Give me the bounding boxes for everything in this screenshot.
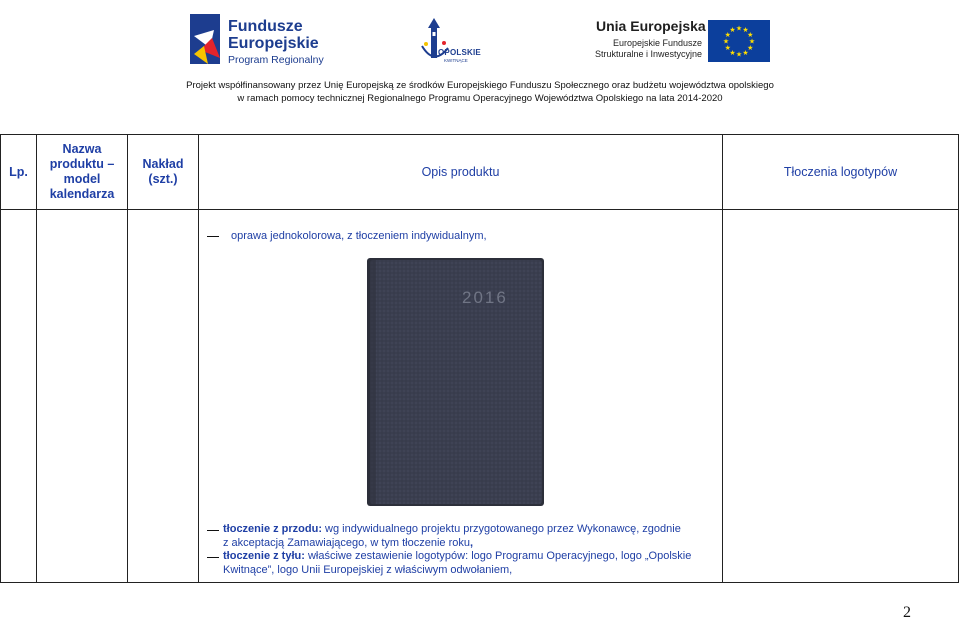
fe-logo-line2: Europejskie bbox=[228, 35, 319, 52]
header-quantity: Nakład (szt.) bbox=[128, 135, 199, 210]
eu-star-icon: ★ bbox=[729, 49, 736, 57]
dash-bullet-icon bbox=[207, 557, 219, 558]
cell-product-name bbox=[37, 210, 128, 583]
bullet-front-embossing bbox=[207, 523, 717, 537]
front-embossing-cont-text: z akceptacją Zamawiającego, w tym tłoczenie roku bbox=[223, 536, 470, 549]
project-cofinancing-note: Projekt współfinansowany przez Unię Europejską ze środków Europejskiego Funduszu Społecznego oraz budżetu województwa opolskiego bbox=[186, 80, 774, 91]
cell-description bbox=[199, 210, 723, 583]
fe-logo-line3: Program Regionalny bbox=[228, 54, 324, 66]
eu-flag-icon bbox=[708, 20, 770, 62]
fe-logo-line1: Fundusze bbox=[228, 18, 303, 35]
back-embossing-continuation: Kwitnące”, logo Unii Europejskiej z właściwym odwołaniem, bbox=[223, 563, 513, 576]
project-program-note: w ramach pomocy technicznej Regionalnego Programu Operacyjnego Województwa Opolskiego na lata 2014-2020 bbox=[237, 93, 723, 104]
cell-quantity bbox=[128, 210, 199, 583]
ue-logo-line2: Europejskie Fundusze bbox=[612, 38, 702, 48]
ue-logo-line1: Unia Europejska bbox=[596, 18, 706, 34]
eu-star-icon: ★ bbox=[748, 38, 756, 46]
opolskie-logo-line1: OPOLSKIE bbox=[438, 48, 481, 57]
product-spec-table bbox=[0, 134, 959, 583]
header-product-name: Nazwa produktu – model kalendarza bbox=[37, 135, 128, 210]
eu-star-icon: ★ bbox=[735, 51, 743, 59]
front-embossing-continuation bbox=[207, 537, 717, 551]
dash-bullet-icon bbox=[207, 236, 219, 237]
front-embossing-cont-comma: , bbox=[470, 536, 474, 549]
eu-star-icon: ★ bbox=[735, 25, 743, 33]
cell-logo-embossing bbox=[723, 210, 959, 583]
opolskie-kwitnace-logo bbox=[414, 18, 488, 68]
front-embossing-label: tłoczenie z przodu: bbox=[223, 523, 322, 535]
page-number: 2 bbox=[903, 604, 911, 621]
eu-star-icon: ★ bbox=[747, 32, 754, 39]
header-lp: Lp. bbox=[1, 135, 37, 210]
back-embossing-label: tłoczenie z tyłu: bbox=[223, 550, 305, 563]
unia-europejska-logo bbox=[582, 18, 772, 68]
eu-star-icon: ★ bbox=[742, 27, 749, 35]
description-first-line bbox=[207, 230, 487, 242]
eu-star-icon: ★ bbox=[722, 38, 730, 46]
dash-bullet-icon bbox=[207, 530, 219, 531]
eu-star-icon: ★ bbox=[724, 45, 731, 52]
cell-lp bbox=[1, 210, 37, 583]
front-embossing-text: wg indywidualnego projektu przygotowanego przez Wykonawcę, zgodnie bbox=[322, 523, 681, 535]
eu-star-icon: ★ bbox=[742, 49, 749, 57]
diary-image bbox=[367, 258, 544, 506]
eu-star-icon: ★ bbox=[724, 32, 731, 39]
fe-star-icon bbox=[190, 14, 224, 68]
cover-type-text: oprawa jednokolorowa, z tłoczeniem indywidualnym, bbox=[231, 230, 487, 242]
eu-star-icon: ★ bbox=[747, 45, 754, 52]
embossing-bullets bbox=[207, 523, 717, 577]
opolskie-logo-line2: KWITNĄCE bbox=[444, 58, 468, 63]
header-logo-embossing: Tłoczenia logotypów bbox=[723, 135, 959, 210]
eu-star-icon: ★ bbox=[729, 27, 736, 35]
back-embossing-text: właściwe zestawienie logotypów: logo Programu Operacyjnego, logo „Opolskie bbox=[304, 550, 692, 563]
bullet-back-embossing bbox=[207, 550, 717, 564]
ue-logo-line3: Strukturalne i Inwestycyjne bbox=[594, 49, 702, 59]
header-description: Opis produktu bbox=[199, 135, 723, 210]
fundusze-europejskie-logo bbox=[190, 14, 330, 68]
diary-year-label: 2016 bbox=[462, 288, 508, 307]
